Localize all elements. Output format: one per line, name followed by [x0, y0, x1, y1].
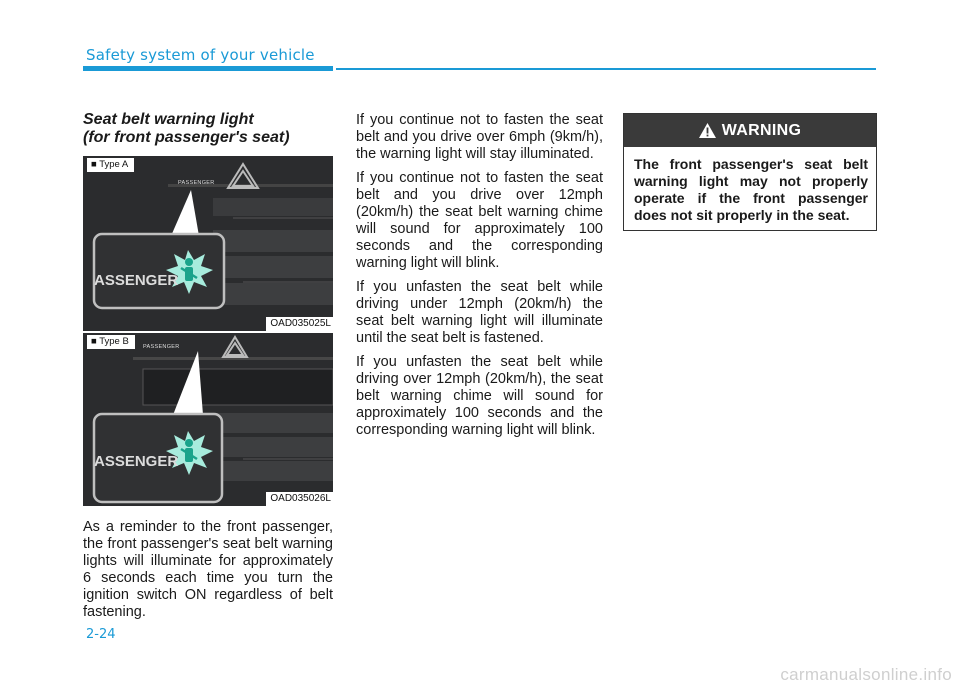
body-paragraph: If you continue not to fasten the seat belt and you drive over 12mph (20km/h) the seat belt warning chime will sound for approximately 100 seconds and the corresponding warning light will blink.	[356, 170, 603, 271]
figure-type-a	[83, 156, 333, 331]
type-a-label: ■ Type A	[87, 158, 134, 172]
warning-title: WARNING	[721, 121, 802, 139]
figure-code: OAD035026L	[266, 492, 333, 506]
panel-label: PASSENGER	[143, 344, 180, 350]
page-number: 2-24	[86, 627, 116, 642]
header-rule-thin	[336, 68, 876, 70]
subtitle-line-1: Seat belt warning light	[83, 111, 254, 128]
subtitle-line-2: (for front passenger's seat)	[83, 129, 290, 146]
left-column-body	[83, 519, 333, 628]
body-paragraph: If you unfasten the seat belt while driving under 12mph (20km/h) the seat belt warning light will illuminate until the seat belt is fastened.	[356, 279, 603, 346]
figure-type-b	[83, 333, 333, 506]
warning-box	[623, 113, 877, 231]
callout-passenger-label: ASSENGER	[94, 453, 179, 470]
figure-code: OAD035025L	[266, 317, 333, 331]
dashboard-illustration-b	[83, 333, 333, 506]
middle-column-body	[356, 112, 603, 446]
body-paragraph: If you unfasten the seat belt while driving over 12mph (20km/h), the seat belt warning chime will sound for approximately 100 seconds and the corresponding warning light will blink.	[356, 354, 603, 438]
section-title: Safety system of your vehicle	[86, 46, 315, 64]
body-paragraph: If you continue not to fasten the seat belt and you drive over 6mph (9km/h), the warning light will stay illuminated.	[356, 112, 603, 162]
body-paragraph: As a reminder to the front passenger, the front passenger's seat belt warning lights will illuminate for approximately 6 seconds each time you turn the ignition switch ON regardless of belt fastening.	[83, 519, 333, 620]
header-rule-thick	[83, 66, 333, 71]
panel-label: PASSENGER	[178, 180, 215, 186]
subsection-title	[83, 111, 333, 147]
warning-triangle-icon	[699, 123, 716, 138]
watermark: carmanualsonline.info	[780, 665, 952, 684]
callout-passenger-label: ASSENGER	[94, 272, 179, 289]
warning-text: The front passenger's seat belt warning light may not properly operate if the front passenger does not sit properly in the seat.	[634, 156, 868, 223]
warning-header	[624, 114, 876, 147]
type-b-label: ■ Type B	[87, 335, 135, 349]
